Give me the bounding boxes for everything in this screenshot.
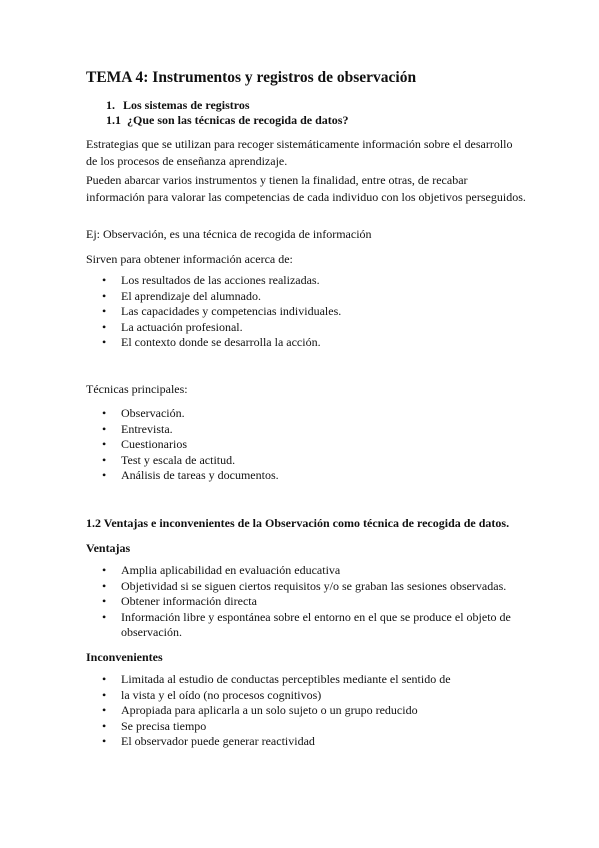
list-item: • la vista y el oído (no procesos cognitivos) bbox=[102, 687, 322, 702]
paragraph-tecnicas: Técnicas principales: bbox=[86, 382, 188, 396]
paragraph-purpose: Pueden abarcar varios instrumentos y tienen la finalidad, entre otras, de recabar información para valorar las competencias de cada individuo con los objetivos perseguidos. bbox=[86, 173, 526, 204]
bullet-icon: • bbox=[102, 452, 107, 467]
list-item: • Test y escala de actitud. bbox=[102, 452, 236, 467]
list-item: • Análisis de tareas y documentos. bbox=[102, 468, 279, 483]
list-item: • Apropiada para aplicarla a un solo sujeto o un grupo reducido bbox=[102, 703, 418, 718]
bullet-icon: • bbox=[102, 703, 107, 718]
list-item: • Se precisa tiempo bbox=[102, 718, 207, 733]
list-item: • Amplia aplicabilidad en evaluación educativa bbox=[102, 563, 341, 577]
list-item: • Información libre y espontánea sobre el entorno en el que se produce el objeto de observación. bbox=[102, 609, 511, 640]
list-sirven bbox=[102, 273, 341, 351]
bullet-icon: • bbox=[102, 578, 107, 593]
bullet-icon: • bbox=[102, 335, 107, 350]
section-1-2-heading: 1.2 Ventajas e inconvenientes de la Observación como técnica de recogida de datos. bbox=[86, 516, 510, 530]
bullet-icon: • bbox=[102, 687, 107, 702]
list-ventajas bbox=[102, 563, 541, 641]
section-1-1-heading bbox=[106, 113, 348, 128]
section-1-1-label: ¿Que son las técnicas de recogida de datos? bbox=[127, 113, 349, 127]
list-item: • Objetividad si se siguen ciertos requisitos y/o se graban las sesiones observadas. bbox=[102, 578, 507, 593]
bullet-icon: • bbox=[102, 468, 107, 483]
page-title: TEMA 4: Instrumentos y registros de observación bbox=[86, 69, 417, 86]
inconvenientes-heading: Inconvenientes bbox=[86, 650, 163, 664]
paragraph-example: Ej: Observación, es una técnica de recogida de información bbox=[86, 227, 372, 241]
list-item: • Obtener información directa bbox=[102, 594, 257, 609]
bullet-icon: • bbox=[102, 273, 107, 287]
bullet-icon: • bbox=[102, 609, 107, 624]
section-1-1-number: 1.1 bbox=[106, 113, 121, 127]
bullet-icon: • bbox=[102, 563, 107, 577]
section-1-heading bbox=[106, 98, 250, 113]
bullet-icon: • bbox=[102, 319, 107, 334]
list-item: • Limitada al estudio de conductas perceptibles mediante el sentido de bbox=[102, 672, 451, 686]
bullet-icon: • bbox=[102, 672, 107, 686]
bullet-icon: • bbox=[102, 594, 107, 609]
bullet-icon: • bbox=[102, 734, 107, 749]
list-item: • Observación. bbox=[102, 406, 185, 420]
list-tecnicas bbox=[102, 406, 279, 484]
section-1-number: 1. bbox=[106, 98, 115, 112]
list-item: • Las capacidades y competencias individuales. bbox=[102, 304, 342, 319]
paragraph-sirven: Sirven para obtener información acerca de: bbox=[86, 252, 293, 266]
bullet-icon: • bbox=[102, 718, 107, 733]
list-item: • El aprendizaje del alumnado. bbox=[102, 288, 261, 303]
bullet-icon: • bbox=[102, 437, 107, 452]
bullet-icon: • bbox=[102, 406, 107, 420]
list-item: • Cuestionarios bbox=[102, 437, 187, 452]
bullet-icon: • bbox=[102, 288, 107, 303]
list-item: • La actuación profesional. bbox=[102, 319, 243, 334]
section-1-label: Los sistemas de registros bbox=[123, 98, 250, 112]
list-item: • El observador puede generar reactividad bbox=[102, 734, 315, 749]
list-item: • Entrevista. bbox=[102, 421, 173, 436]
bullet-icon: • bbox=[102, 304, 107, 319]
bullet-icon: • bbox=[102, 421, 107, 436]
list-item: • El contexto donde se desarrolla la acción. bbox=[102, 335, 321, 350]
paragraph-definition: Estrategias que se utilizan para recoger sistemáticamente información sobre el desarrollo de los procesos de enseñanza aprendizaje. bbox=[86, 137, 513, 168]
list-inconvenientes bbox=[102, 672, 541, 750]
ventajas-heading: Ventajas bbox=[86, 541, 131, 555]
list-item: • Los resultados de las acciones realizadas. bbox=[102, 273, 320, 287]
